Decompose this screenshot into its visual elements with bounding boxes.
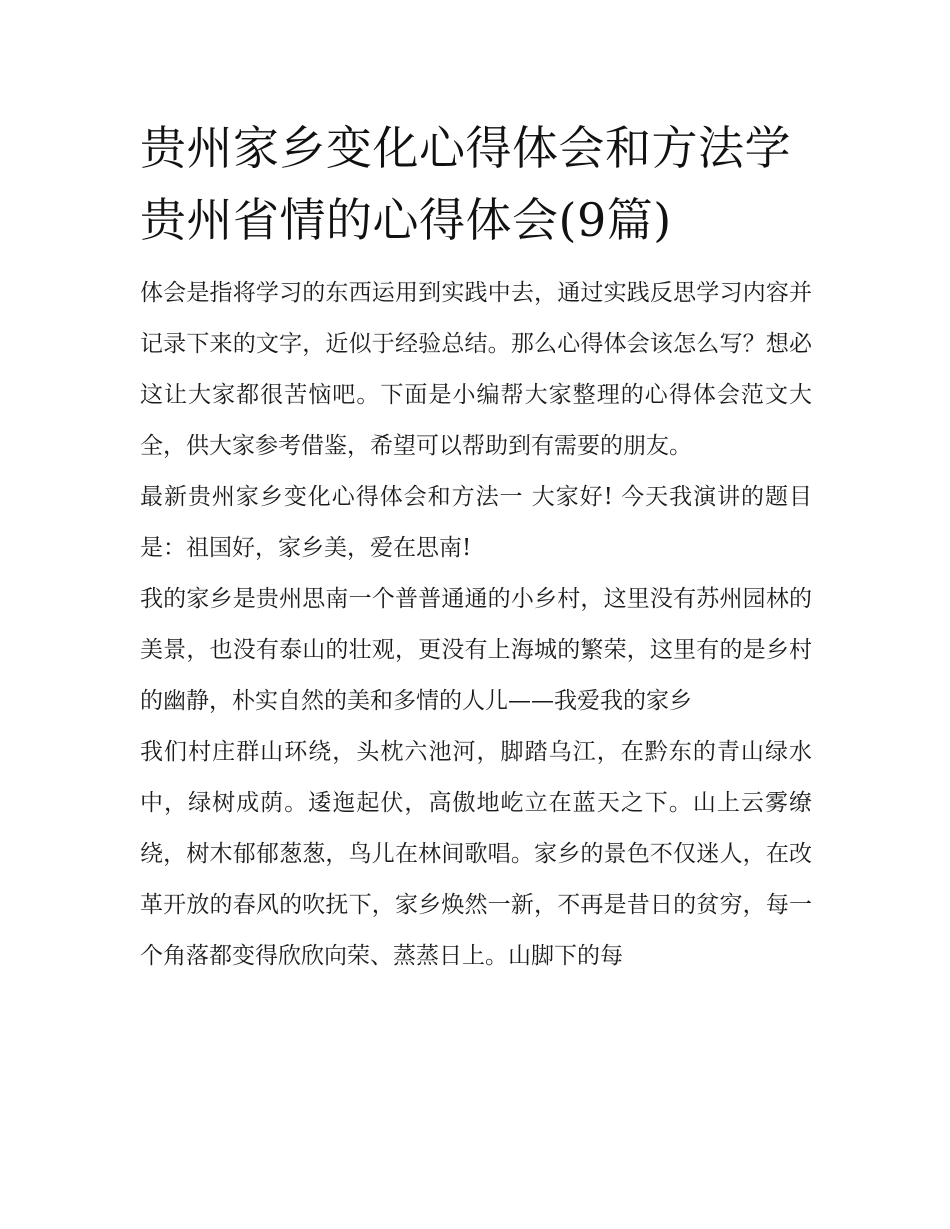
- paragraph-village-scenery: 我们村庄群山环绕，头枕六池河，脚踏乌江，在黔东的青山绿水中，绿树成荫。逶迤起伏，高傲地屹立在蓝天之下。山上云雾缭绕，树木郁郁葱葱，鸟儿在林间歌唱。家乡的景色不仅迷人，在改革开放的春风的吹抚下，家乡焕然一新，不再是昔日的贫穷，每一个角落都变得欣欣向荣、蒸蒸日上。山脚下的每: [140, 739, 812, 969]
- paragraph-intro: 体会是指将学习的东西运用到实践中去，通过实践反思学习内容并记录下来的文字，近似于经验总结。那么心得体会该怎么写？想必这让大家都很苦恼吧。下面是小编帮大家整理的心得体会范文大全，供大家参考借鉴，希望可以帮助到有需要的朋友。: [140, 280, 812, 459]
- document-page: [140, 112, 812, 982]
- paragraph-speech-opening: 最新贵州家乡变化心得体会和方法一 大家好! 今天我演讲的题目是：祖国好，家乡美，爱在思南!: [140, 484, 812, 561]
- document-body: [140, 268, 812, 982]
- paragraph-hometown: 我的家乡是贵州思南一个普普通通的小乡村，这里没有苏州园林的美景，也没有泰山的壮观，更没有上海城的繁荣，这里有的是乡村的幽静，朴实自然的美和多情的人儿——我爱我的家乡: [140, 586, 812, 714]
- document-title: 贵州家乡变化心得体会和方法学贵州省情的心得体会(9篇): [140, 121, 791, 247]
